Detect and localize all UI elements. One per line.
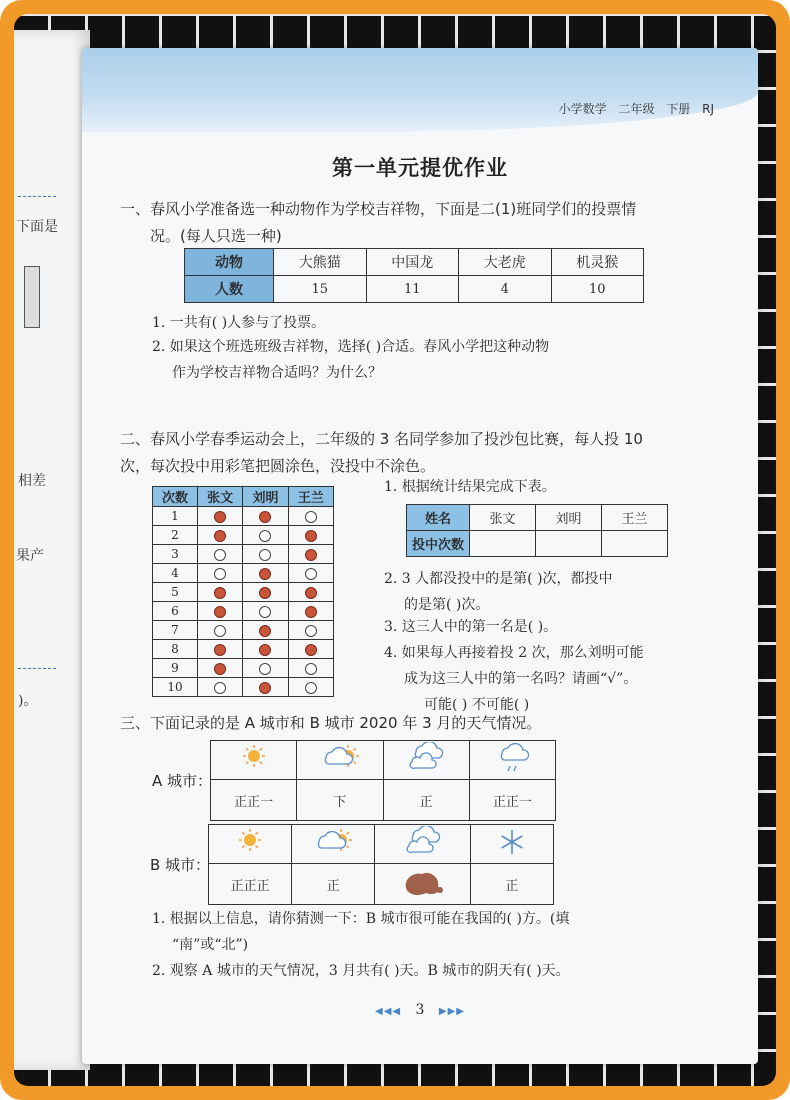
q1-sub-2-line: 作为学校吉祥物合适吗？为什么？ bbox=[172, 365, 382, 381]
empty-circle-icon bbox=[214, 549, 226, 561]
cloud-sun-icon bbox=[313, 847, 353, 862]
vote-table bbox=[184, 248, 644, 303]
animal-cell: 大老虎 bbox=[459, 249, 552, 276]
throw-cell bbox=[243, 659, 288, 678]
empty-circle-icon bbox=[259, 663, 271, 675]
tally-cell bbox=[375, 864, 470, 905]
vote-header: 动物 bbox=[185, 249, 274, 276]
q3-sub-2: 2. 观察 A 城市的天气情况，3 月共有( )天。B 城市的阴天有( )天。 bbox=[152, 963, 570, 979]
shots-header: 刘明 bbox=[243, 487, 288, 507]
filled-circle-icon bbox=[214, 606, 226, 618]
throw-cell bbox=[243, 602, 288, 621]
weather-icon-row bbox=[211, 741, 556, 780]
count-cell: 11 bbox=[366, 276, 459, 303]
summary-name: 刘明 bbox=[536, 505, 602, 531]
filled-circle-icon bbox=[214, 530, 226, 542]
throw-cell bbox=[198, 678, 243, 697]
question-2 bbox=[120, 426, 740, 480]
throw-cell bbox=[198, 526, 243, 545]
question-1 bbox=[120, 196, 740, 250]
q1-sub-2-line: 2. 如果这个班选班级吉祥物，选择( )合适。春风小学把这种动物 bbox=[152, 339, 550, 355]
next-triangles-icon: ▶▶▶ bbox=[438, 1006, 465, 1017]
tally-cell: 正正一 bbox=[469, 780, 555, 821]
throw-cell bbox=[243, 583, 288, 602]
empty-circle-icon bbox=[214, 625, 226, 637]
filled-circle-icon bbox=[259, 511, 271, 523]
question-2-line: 二、春风小学春季运动会上，二年级的 3 名同学参加了投沙包比赛，每人投 10 bbox=[120, 430, 643, 448]
filled-circle-icon bbox=[214, 587, 226, 599]
q2-sub-1: 1. 根据统计结果完成下表。 bbox=[384, 479, 556, 495]
answer-cell[interactable] bbox=[602, 531, 668, 557]
left-page-text: 相差 bbox=[18, 473, 46, 489]
throw-row bbox=[153, 564, 334, 583]
city-b-label: B 城市： bbox=[150, 856, 211, 874]
filled-circle-icon bbox=[305, 530, 317, 542]
throw-cell bbox=[288, 678, 333, 697]
weather-icon-cell bbox=[470, 825, 553, 864]
city-b-weather-table bbox=[208, 824, 554, 905]
throw-number: 9 bbox=[153, 659, 198, 678]
empty-circle-icon bbox=[214, 568, 226, 580]
q2-sub-4 bbox=[384, 640, 724, 718]
throw-number: 3 bbox=[153, 545, 198, 564]
sun-icon bbox=[230, 847, 270, 862]
throw-cell bbox=[198, 583, 243, 602]
summary-table bbox=[406, 504, 668, 557]
question-1-line: 况。(每人只选一种) bbox=[150, 227, 282, 245]
left-page-text: )。 bbox=[18, 693, 38, 709]
q1-sub-1: 1. 一共有( )人参与了投票。 bbox=[152, 315, 326, 331]
cloud-icon bbox=[403, 847, 443, 862]
cloud-icon bbox=[406, 763, 446, 778]
filled-circle-icon bbox=[214, 663, 226, 675]
page-number: 3 bbox=[415, 1002, 425, 1018]
throw-row bbox=[153, 526, 334, 545]
throw-number: 4 bbox=[153, 564, 198, 583]
dashed-arrow bbox=[18, 196, 56, 197]
question-2-line: 次，每次投中用彩笔把圆涂色，没投中不涂色。 bbox=[120, 457, 436, 475]
throw-cell bbox=[243, 621, 288, 640]
city-a-label: A 城市： bbox=[152, 772, 213, 790]
throw-cell bbox=[243, 564, 288, 583]
workbook-page bbox=[82, 48, 758, 1064]
throw-cell bbox=[198, 507, 243, 526]
throw-cell bbox=[288, 659, 333, 678]
filled-circle-icon bbox=[259, 568, 271, 580]
throw-row bbox=[153, 678, 334, 697]
throw-cell bbox=[198, 545, 243, 564]
throw-cell bbox=[288, 621, 333, 640]
throw-cell bbox=[288, 640, 333, 659]
shots-header: 张文 bbox=[198, 487, 243, 507]
q1-sub-2 bbox=[152, 334, 742, 386]
weather-tally-row bbox=[211, 780, 556, 821]
left-page-text: 果产 bbox=[16, 548, 44, 564]
throw-cell bbox=[198, 659, 243, 678]
q2-sub-4-line: 成为这三人中的第一名吗？请画“√”。 bbox=[404, 671, 638, 687]
count-cell: 4 bbox=[459, 276, 552, 303]
left-page-edge bbox=[14, 30, 90, 1070]
filled-circle-icon bbox=[305, 587, 317, 599]
throw-cell bbox=[243, 545, 288, 564]
q2-sub-4-line: 4. 如果每人再接着投 2 次，那么刘明可能 bbox=[384, 645, 644, 661]
q3-sub-1 bbox=[152, 906, 752, 958]
throw-cell bbox=[288, 526, 333, 545]
throw-number: 6 bbox=[153, 602, 198, 621]
snowflake-icon bbox=[492, 847, 532, 862]
page-title: 第一单元提优作业 bbox=[332, 156, 508, 180]
answer-cell[interactable] bbox=[536, 531, 602, 557]
filled-circle-icon bbox=[259, 682, 271, 694]
throw-results-table bbox=[152, 486, 334, 697]
throw-number: 2 bbox=[153, 526, 198, 545]
left-page-box bbox=[24, 266, 40, 328]
throw-row bbox=[153, 545, 334, 564]
empty-circle-icon bbox=[259, 549, 271, 561]
throw-row bbox=[153, 602, 334, 621]
weather-icon-cell bbox=[211, 741, 297, 780]
count-cell: 10 bbox=[551, 276, 644, 303]
filled-circle-icon bbox=[214, 644, 226, 656]
weather-icon-row bbox=[209, 825, 554, 864]
prev-triangles-icon: ◀◀◀ bbox=[375, 1006, 402, 1017]
throw-cell bbox=[198, 621, 243, 640]
animal-cell: 中国龙 bbox=[366, 249, 459, 276]
throw-cell bbox=[198, 564, 243, 583]
empty-circle-icon bbox=[259, 606, 271, 618]
throw-cell bbox=[198, 602, 243, 621]
filled-circle-icon bbox=[259, 625, 271, 637]
throw-row bbox=[153, 583, 334, 602]
throw-row bbox=[153, 640, 334, 659]
throw-cell bbox=[243, 526, 288, 545]
q2-sub-4-line: 可能( ) 不可能( ) bbox=[424, 697, 530, 713]
q2-sub-2-line: 的是第( )次。 bbox=[404, 597, 490, 613]
empty-circle-icon bbox=[305, 663, 317, 675]
tally-cell: 正 bbox=[383, 780, 469, 821]
throw-cell bbox=[243, 678, 288, 697]
page-header: 小学数学 二年级 下册 RJ bbox=[558, 102, 714, 116]
question-3: 三、下面记录的是 A 城市和 B 城市 2020 年 3 月的天气情况。 bbox=[120, 714, 542, 732]
throw-cell bbox=[288, 602, 333, 621]
sun-icon bbox=[234, 763, 274, 778]
question-1-line: 一、春风小学准备选一种动物作为学校吉祥物，下面是二(1)班同学们的投票情 bbox=[120, 200, 637, 218]
weather-icon-cell bbox=[209, 825, 292, 864]
dashed-arrow bbox=[18, 668, 56, 669]
ink-stain bbox=[400, 866, 446, 898]
throw-number: 1 bbox=[153, 507, 198, 526]
weather-icon-cell bbox=[297, 741, 383, 780]
header-band bbox=[82, 48, 758, 132]
throw-row bbox=[153, 621, 334, 640]
tally-cell: 正正正 bbox=[209, 864, 292, 905]
throw-number: 8 bbox=[153, 640, 198, 659]
throw-cell bbox=[288, 583, 333, 602]
filled-circle-icon bbox=[259, 587, 271, 599]
q2-sub-2-line: 2. 3 人都没投中的是第( )次，都投中 bbox=[384, 571, 613, 587]
filled-circle-icon bbox=[305, 644, 317, 656]
q2-sub-2 bbox=[384, 566, 724, 618]
weather-icon-cell bbox=[383, 741, 469, 780]
summary-name: 张文 bbox=[470, 505, 536, 531]
empty-circle-icon bbox=[305, 511, 317, 523]
summary-name: 王兰 bbox=[602, 505, 668, 531]
q2-sub-3: 3. 这三人中的第一名是( )。 bbox=[384, 619, 558, 635]
weather-tally-row bbox=[209, 864, 554, 905]
throw-number: 5 bbox=[153, 583, 198, 602]
filled-circle-icon bbox=[259, 644, 271, 656]
city-a-weather-table bbox=[210, 740, 556, 821]
count-cell: 15 bbox=[274, 276, 367, 303]
throw-cell bbox=[288, 507, 333, 526]
animal-cell: 机灵猴 bbox=[551, 249, 644, 276]
weather-icon-cell bbox=[375, 825, 470, 864]
shots-header: 次数 bbox=[153, 487, 198, 507]
cloud-rain-icon bbox=[492, 763, 532, 778]
vote-header: 人数 bbox=[185, 276, 274, 303]
weather-icon-cell bbox=[469, 741, 555, 780]
throw-cell bbox=[288, 564, 333, 583]
answer-cell[interactable] bbox=[470, 531, 536, 557]
empty-circle-icon bbox=[305, 625, 317, 637]
throw-cell bbox=[243, 640, 288, 659]
summary-header: 投中次数 bbox=[407, 531, 470, 557]
empty-circle-icon bbox=[214, 682, 226, 694]
empty-circle-icon bbox=[305, 568, 317, 580]
animal-cell: 大熊猫 bbox=[274, 249, 367, 276]
cloud-sun-icon bbox=[320, 763, 360, 778]
empty-circle-icon bbox=[259, 530, 271, 542]
throw-cell bbox=[198, 640, 243, 659]
tally-cell: 正 bbox=[470, 864, 553, 905]
q3-sub-1-line: 1. 根据以上信息，请你猜测一下：B 城市很可能在我国的( )方。(填 bbox=[152, 911, 570, 927]
tally-cell: 正 bbox=[292, 864, 375, 905]
weather-icon-cell bbox=[292, 825, 375, 864]
throw-number: 10 bbox=[153, 678, 198, 697]
throw-number: 7 bbox=[153, 621, 198, 640]
left-page-text: 下面是 bbox=[16, 219, 58, 235]
tally-cell: 下 bbox=[297, 780, 383, 821]
throw-row bbox=[153, 507, 334, 526]
page-footer bbox=[82, 1002, 758, 1018]
shots-header: 王兰 bbox=[288, 487, 333, 507]
throw-cell bbox=[288, 545, 333, 564]
filled-circle-icon bbox=[305, 606, 317, 618]
empty-circle-icon bbox=[305, 682, 317, 694]
tally-cell: 正正一 bbox=[211, 780, 297, 821]
summary-header: 姓名 bbox=[407, 505, 470, 531]
throw-cell bbox=[243, 507, 288, 526]
filled-circle-icon bbox=[214, 511, 226, 523]
filled-circle-icon bbox=[305, 549, 317, 561]
throw-row bbox=[153, 659, 334, 678]
q3-sub-1-line: “南”或“北”) bbox=[172, 937, 249, 953]
